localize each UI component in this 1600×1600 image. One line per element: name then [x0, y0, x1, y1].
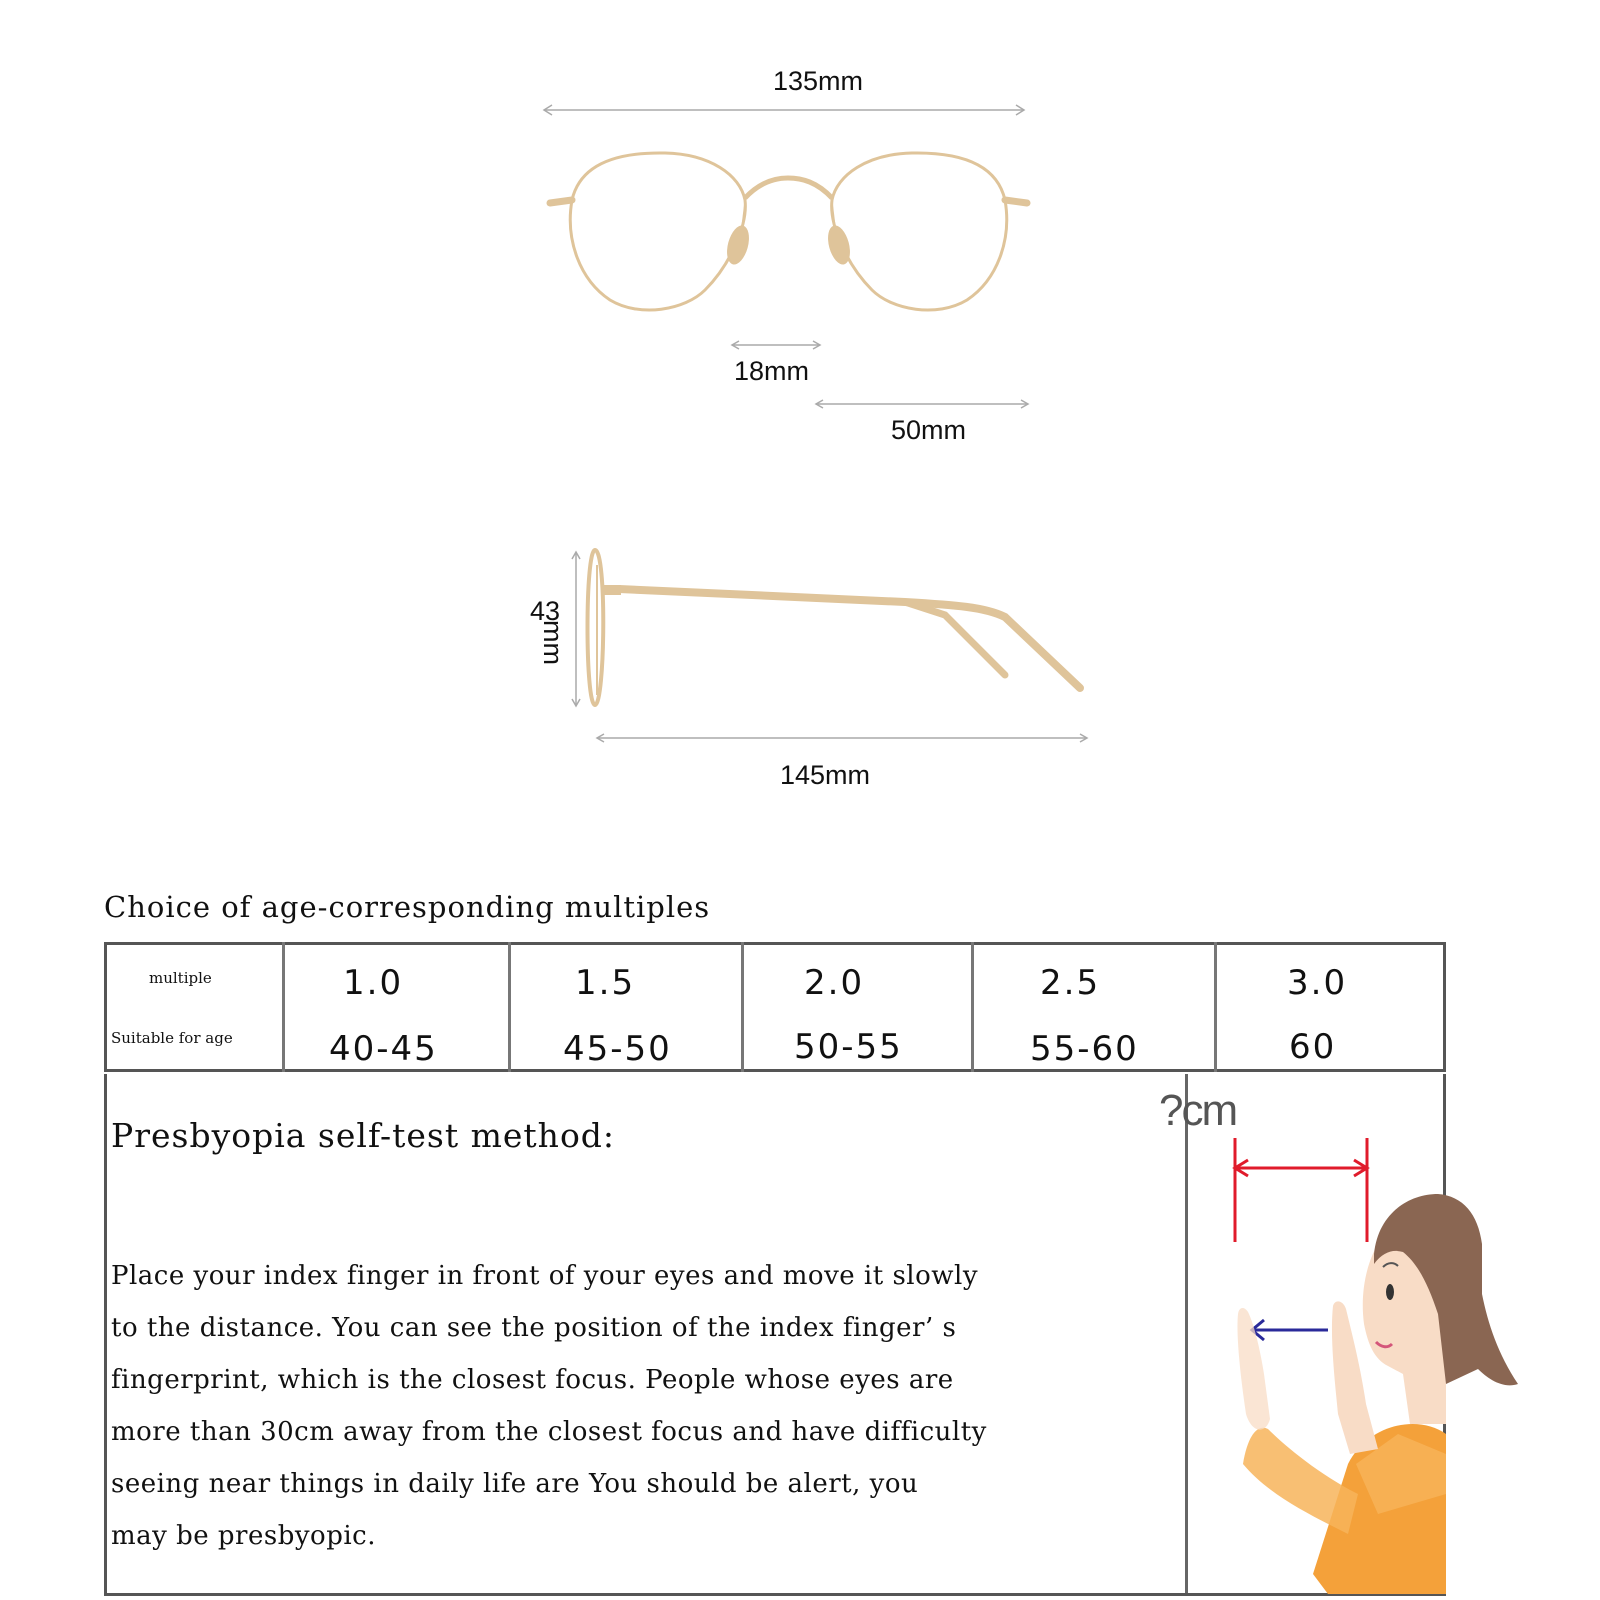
- instruction-line: seeing near things in daily life are You should be alert, you: [111, 1469, 919, 1499]
- age-table-title: Choice of age-corresponding multiples: [104, 890, 711, 924]
- self-test-panel: [104, 1074, 1446, 1596]
- instruction-line: to the distance. You can see the position of the index finger’ s: [111, 1313, 957, 1343]
- multiple-value: 3.0: [1287, 963, 1348, 1003]
- table-column: [510, 944, 743, 1071]
- bridge-width-arrow: [728, 337, 824, 353]
- self-test-heading: Presbyopia self-test method:: [111, 1116, 616, 1155]
- bridge-width-label: 18mm: [734, 356, 810, 386]
- instruction-line: Place your index finger in front of your eyes and move it slowly: [111, 1261, 979, 1291]
- self-test-illustration: [1188, 1134, 1446, 1594]
- table-column: [743, 944, 973, 1071]
- temple-arm: [619, 589, 1080, 688]
- blue-arrow-icon: [1252, 1320, 1328, 1340]
- far-finger: [1237, 1308, 1270, 1430]
- age-value: 40-45: [329, 1029, 438, 1069]
- multiple-value: 1.0: [343, 963, 404, 1003]
- instruction-line: may be presbyopic.: [111, 1521, 376, 1551]
- self-test-instructions: [111, 1250, 1071, 1562]
- table-column: [1216, 944, 1445, 1071]
- side-lens-profile: [588, 550, 604, 705]
- multiple-value: 1.5: [575, 963, 636, 1003]
- total-width-arrow: [540, 100, 1030, 120]
- instruction-line: fingerprint, which is the closest focus. People whose eyes are: [111, 1365, 954, 1395]
- lens-width-label: 50mm: [891, 415, 967, 445]
- age-header: Suitable for age: [111, 1029, 233, 1047]
- temple-length-arrow: [593, 730, 1093, 746]
- glasses-side-view: [585, 545, 1095, 715]
- measure-marker: [1235, 1138, 1367, 1242]
- table-column: [973, 944, 1216, 1071]
- distance-label: ?cm: [1159, 1086, 1237, 1135]
- temple-length-label: 145mm: [780, 760, 871, 790]
- age-value: 45-50: [563, 1029, 672, 1069]
- total-width-label: 135mm: [773, 66, 864, 96]
- age-multiple-table: [104, 942, 1446, 1072]
- row-header-cell: [106, 944, 284, 1071]
- eye: [1386, 1284, 1394, 1300]
- right-lens: [832, 153, 1007, 310]
- left-lens: [570, 153, 745, 310]
- age-value: 50-55: [794, 1027, 903, 1067]
- instruction-line: more than 30cm away from the closest focus and have difficulty: [111, 1417, 987, 1447]
- arm: [1243, 1428, 1358, 1534]
- glasses-front-view: [545, 140, 1035, 330]
- multiple-header: multiple: [149, 969, 212, 987]
- lens-height-arrow: [568, 548, 584, 710]
- bridge: [745, 178, 832, 198]
- lens-height-unit: mm: [538, 620, 568, 665]
- age-value: 60: [1289, 1027, 1337, 1067]
- lens-height-value: 43: [530, 596, 561, 626]
- lens-width-arrow: [812, 396, 1032, 412]
- age-value: 55-60: [1030, 1029, 1139, 1069]
- multiple-value: 2.0: [804, 963, 865, 1003]
- table-column: [284, 944, 510, 1071]
- multiple-value: 2.5: [1040, 963, 1101, 1003]
